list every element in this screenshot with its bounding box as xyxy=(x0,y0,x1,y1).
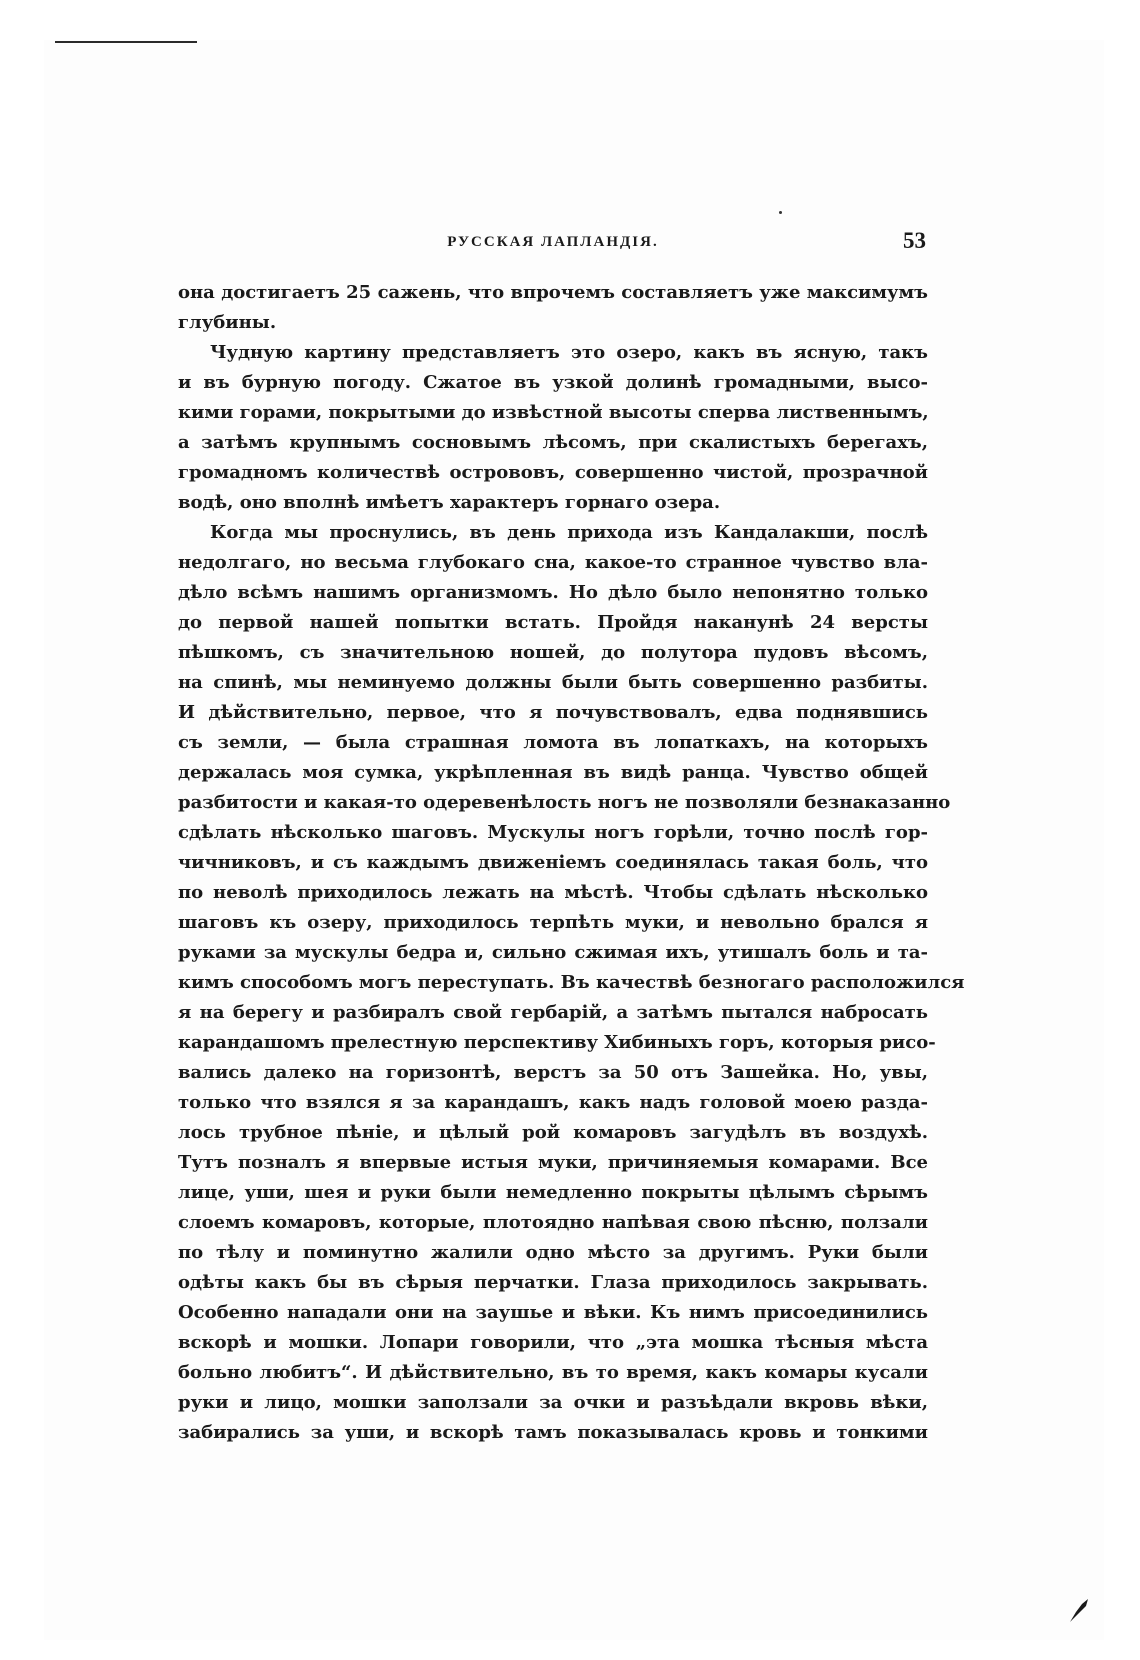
text-line: И дѣйствительно, первое, что я почувствовалъ, едва поднявшись xyxy=(178,702,928,723)
text-line: глубины. xyxy=(178,312,277,333)
text-line: Чудную картину представляетъ это озеро, какъ въ ясную, такъ xyxy=(210,342,928,363)
text-line: слоемъ комаровъ, которые, плотоядно напѣвая свою пѣсню, ползали xyxy=(178,1212,928,1233)
text-line: съ земли, — была страшная ломота въ лопаткахъ, на которыхъ xyxy=(178,732,928,753)
text-line: вскорѣ и мошки. Лопари говорили, что „эта мошка тѣсныя мѣста xyxy=(178,1332,928,1353)
text-line: я на берегу и разбиралъ свой гербарій, а затѣмъ пытался набросать xyxy=(178,1002,928,1023)
running-header xyxy=(178,228,928,262)
text-line: вались далеко на горизонтѣ, верстъ за 50 отъ Зашейка. Но, увы, xyxy=(178,1062,928,1083)
text-line: кими горами, покрытыми до извѣстной высоты сперва лиственнымъ, xyxy=(178,402,929,423)
text-line: Тутъ позналъ я впервые истыя муки, причиняемыя комарами. Все xyxy=(178,1152,928,1173)
text-line: пѣшкомъ, съ значительною ношей, до полутора пудовъ вѣсомъ, xyxy=(178,642,928,663)
text-line: чичниковъ, и съ каждымъ движеніемъ соединялась такая боль, что xyxy=(178,852,928,873)
text-line: карандашомъ прелестную перспективу Хибиныхъ горъ, которыя рисо- xyxy=(178,1032,936,1053)
text-line: на спинѣ, мы неминуемо должны были быть совершенно разбиты. xyxy=(178,672,928,693)
text-line: Особенно нападали они на заушье и вѣки. Къ нимъ присоединились xyxy=(178,1302,928,1323)
page-number: 53 xyxy=(903,228,926,253)
text-line: а затѣмъ крупнымъ сосновымъ лѣсомъ, при скалистыхъ берегахъ, xyxy=(178,432,928,453)
text-line: и въ бурную погоду. Сжатое въ узкой долинѣ громадными, высо- xyxy=(178,372,928,393)
text-line: лице, уши, шея и руки были немедленно покрыты цѣлымъ сѣрымъ xyxy=(178,1182,928,1203)
text-line: только что взялся я за карандашъ, какъ надъ головой моею разда- xyxy=(178,1092,928,1113)
text-line: лось трубное пѣніе, и цѣлый рой комаровъ загудѣлъ въ воздухѣ. xyxy=(178,1122,928,1143)
text-line: больно любитъ“. И дѣйствительно, въ то время, какъ комары кусали xyxy=(178,1362,928,1383)
text-line: по тѣлу и поминутно жалили одно мѣсто за другимъ. Руки были xyxy=(178,1242,928,1263)
text-line: по неволѣ приходилось лежать на мѣстѣ. Чтобы сдѣлать нѣсколько xyxy=(178,882,928,903)
top-rule-line xyxy=(55,41,197,43)
text-line: сдѣлать нѣсколько шаговъ. Мускулы ногъ горѣли, точно послѣ гор- xyxy=(178,822,928,843)
text-line: громадномъ количествѣ острововъ, совершенно чистой, прозрачной xyxy=(178,462,928,483)
text-line: Когда мы проснулись, въ день прихода изъ Кандалакши, послѣ xyxy=(210,522,928,543)
text-line: недолгаго, но весьма глубокаго сна, какое-то странное чувство вла- xyxy=(178,552,928,573)
text-line: водѣ, оно вполнѣ имѣетъ характеръ горнаго озера. xyxy=(178,492,721,513)
text-line: одѣты какъ бы въ сѣрыя перчатки. Глаза приходилось закрывать. xyxy=(178,1272,928,1293)
text-line: держалась моя сумка, укрѣпленная въ видѣ ранца. Чувство общей xyxy=(178,762,928,783)
text-line: дѣло всѣмъ нашимъ организмомъ. Но дѣло было непонятно только xyxy=(178,582,928,603)
body-text xyxy=(178,278,965,1448)
text-line: она достигаетъ 25 сажень, что впрочемъ составляетъ уже максимумъ xyxy=(178,282,928,303)
text-line: шаговъ къ озеру, приходилось терпѣть муки, и невольно брался я xyxy=(178,912,928,933)
text-line: руки и лицо, мошки заползали за очки и разъѣдали вкровь вѣки, xyxy=(178,1392,928,1413)
text-line: разбитости и какая-то одеревенѣлость ногъ не позволяли безнаказанно xyxy=(178,792,951,813)
text-line: кимъ способомъ могъ переступать. Въ качествѣ безногаго расположился xyxy=(178,972,965,993)
running-title: РУССКАЯ ЛАПЛАНДІЯ. xyxy=(447,234,659,250)
ink-mark-icon xyxy=(1068,1598,1090,1624)
speck-dot xyxy=(779,211,782,214)
text-line: руками за мускулы бедра и, сильно сжимая ихъ, утишалъ боль и та- xyxy=(178,942,928,963)
text-line: до первой нашей попытки встать. Пройдя наканунѣ 24 версты xyxy=(178,612,928,633)
text-line: забирались за уши, и вскорѣ тамъ показывалась кровь и тонкими xyxy=(178,1422,928,1443)
